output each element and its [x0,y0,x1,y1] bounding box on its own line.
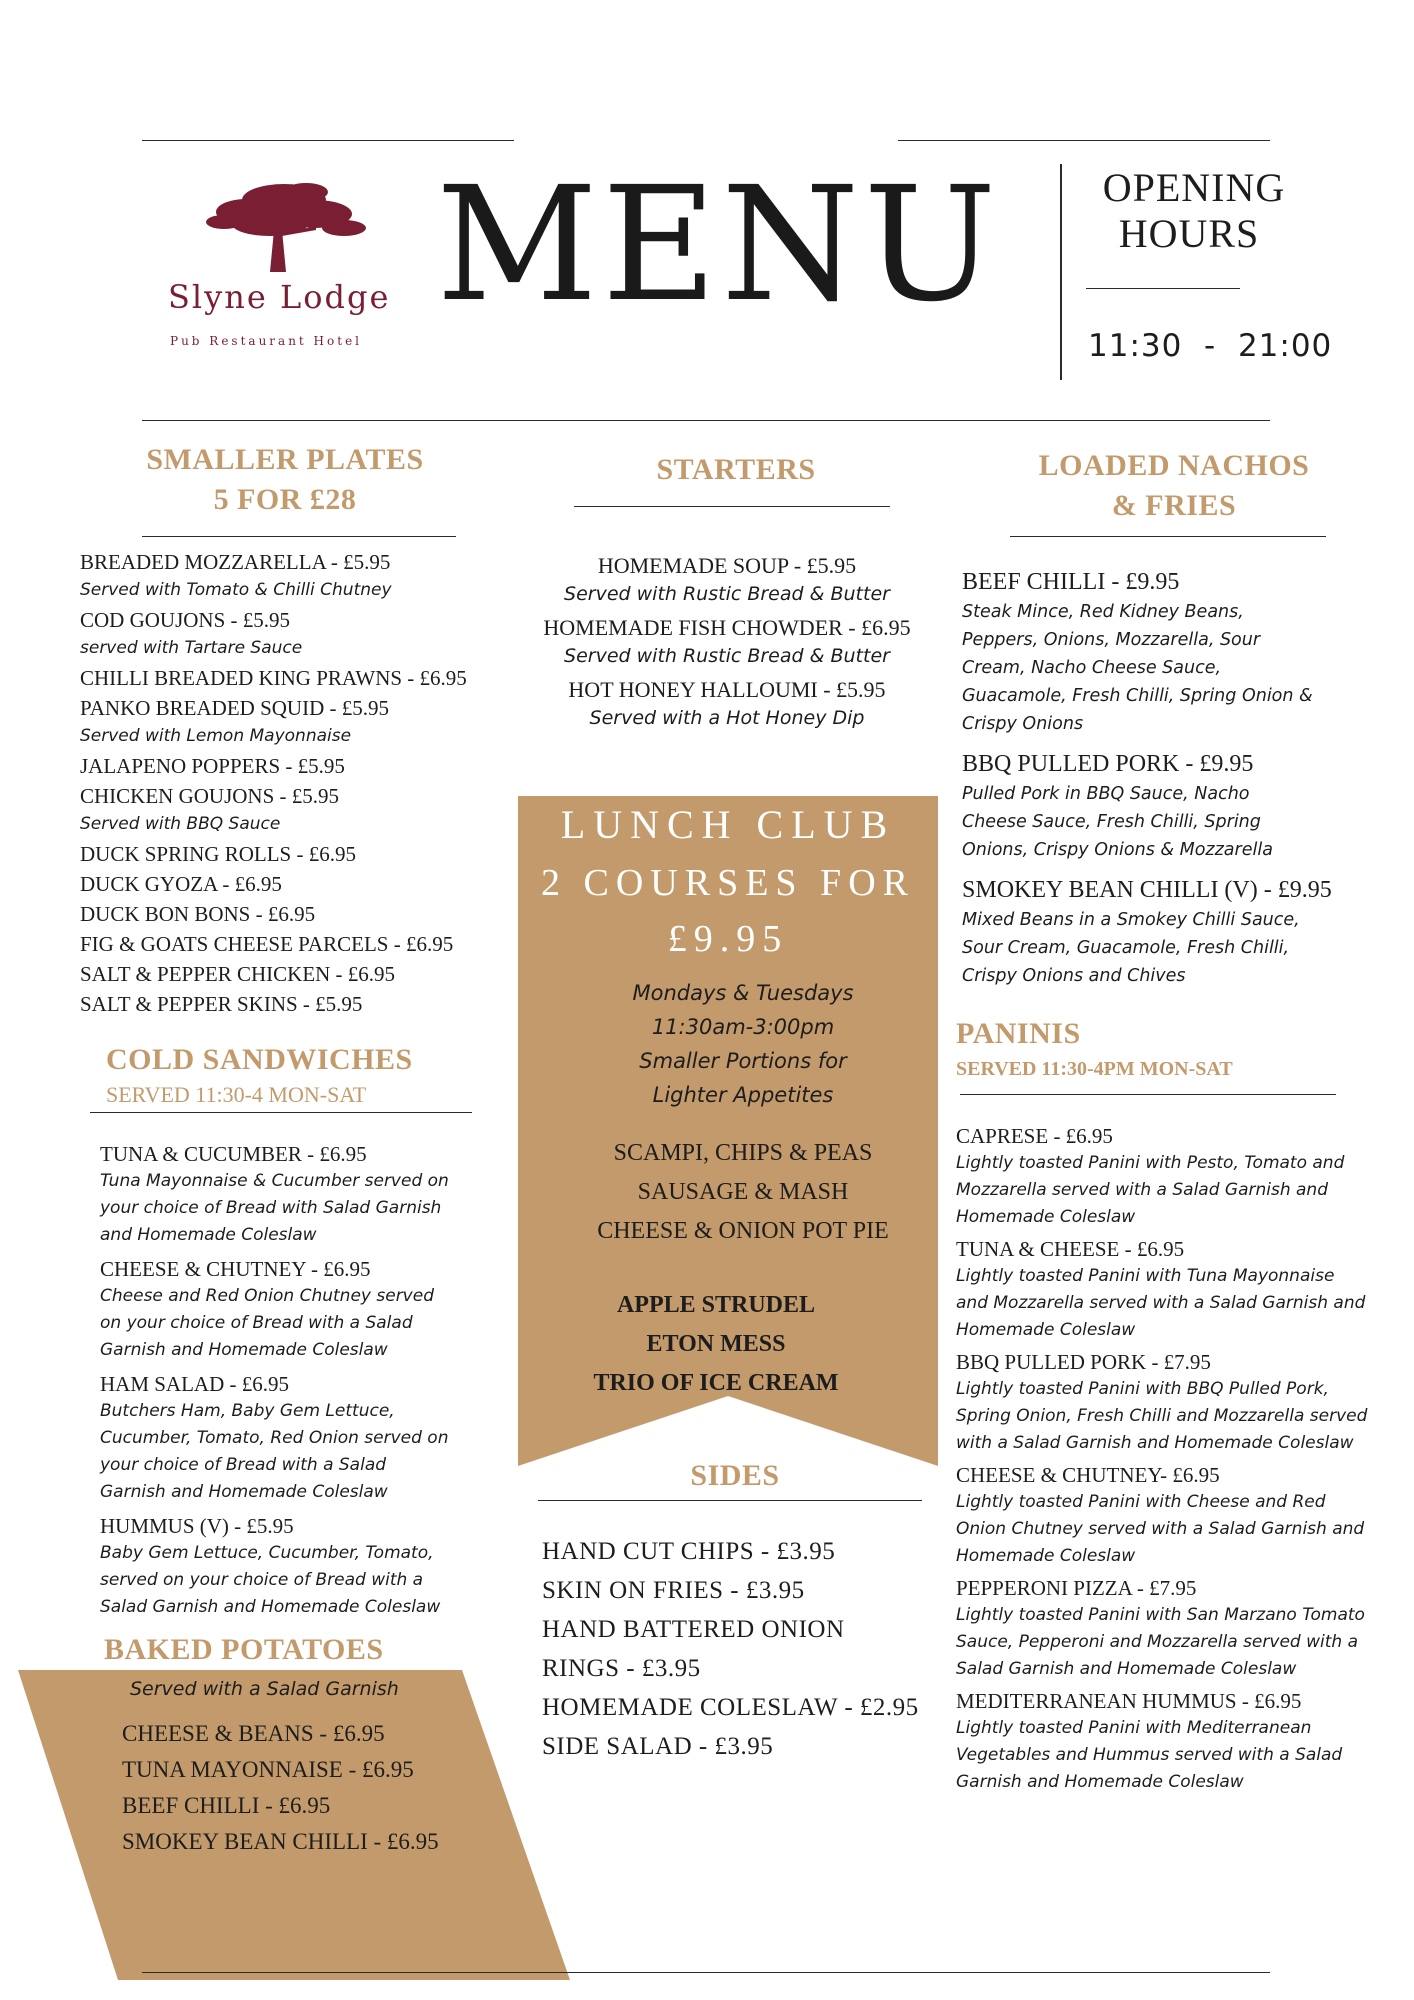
lunch-club-info-line: Smaller Portions for [639,1049,847,1073]
nachos-subtitle: & FRIES [1111,489,1237,522]
menu-item-name: CHICKEN GOUJONS - £5.95 [80,784,340,808]
menu-item-description: Cucumber, Tomato, Red Onion served on [100,1428,449,1448]
menu-item-description: Peppers, Onions, Mozzarella, Sour [962,630,1261,650]
header-rule-left [142,140,514,141]
menu-item-description: Served with Rustic Bread & Butter [564,583,890,605]
menu-item-name: FIG & GOATS CHEESE PARCELS - £6.95 [80,932,454,956]
menu-item-description: Tuna Mayonnaise & Cucumber served on [100,1171,449,1191]
side-item: SKIN ON FRIES - £3.95 [542,1577,805,1604]
lunch-club-info-line: Lighter Appetites [652,1083,834,1107]
menu-item-description: Served with Tomato & Chilli Chutney [80,580,392,600]
lunch-club-title: LUNCH CLUB [560,802,896,847]
menu-item-description: your choice of Bread with a Salad [100,1455,387,1475]
menu-item-description: Steak Mince, Red Kidney Beans, [962,602,1244,622]
nachos-list [962,566,1402,990]
smaller-plates-title: SMALLER PLATES [146,443,424,476]
menu-item-description: Sour Cream, Guacamole, Fresh Chilli, [962,938,1290,958]
side-item: HOMEMADE COLESLAW - £2.95 [542,1694,919,1721]
paninis-title: PANINIS [956,1017,1081,1050]
menu-item-description: and Mozzarella served with a Salad Garnish and [956,1293,1366,1313]
menu-item-name: SMOKEY BEAN CHILLI - £6.95 [122,1829,439,1854]
menu-item-description: Pulled Pork in BBQ Sauce, Nacho [962,784,1250,804]
menu-item-name: BREADED MOZZARELLA - £5.95 [80,550,391,574]
menu-item-description: Garnish and Homemade Coleslaw [100,1482,388,1502]
menu-item-name: HOMEMADE FISH CHOWDER - £6.95 [543,615,911,640]
menu-item-description: Guacamole, Fresh Chilli, Spring Onion & [962,686,1313,706]
menu-item-description: Crispy Onions and Chives [962,966,1186,986]
lunch-club-info-line: Mondays & Tuesdays [632,981,854,1005]
menu-item-name: JALAPENO POPPERS - £5.95 [80,754,345,778]
starters-list [510,546,944,732]
menu-item-description: Lightly toasted Panini with BBQ Pulled Pork, [956,1379,1329,1399]
menu-item-name: CHEESE & CHUTNEY- £6.95 [956,1463,1220,1487]
side-item: HAND CUT CHIPS - £3.95 [542,1538,836,1565]
menu-item-description: Homemade Coleslaw [956,1320,1136,1340]
cold-sandwiches-list [100,1134,500,1621]
menu-item-description: and Homemade Coleslaw [100,1225,317,1245]
menu-item-description: Salad Garnish and Homemade Coleslaw [956,1659,1297,1679]
nachos-title: LOADED NACHOS [1038,449,1310,482]
menu-item-description: Lightly toasted Panini with Mediterranean [956,1718,1312,1738]
menu-item-description: Mozzarella served with a Salad Garnish and [956,1180,1328,1200]
menu-item-description: Crispy Onions [962,714,1084,734]
lunch-club-main: SCAMPI, CHIPS & PEAS [613,1140,873,1166]
smaller-plates-rule [142,536,456,537]
baked-potatoes-subtitle: Served with a Salad Garnish [130,1678,399,1700]
menu-item-name: TUNA & CUCUMBER - £6.95 [100,1142,367,1166]
menu-item-name: HUMMUS (V) - £5.95 [100,1514,294,1538]
menu-item-name: BBQ PULLED PORK - £7.95 [956,1350,1211,1374]
header-rule-bottom [142,420,1270,421]
menu-item-description: Butchers Ham, Baby Gem Lettuce, [100,1401,395,1421]
menu-item-name: DUCK BON BONS - £6.95 [80,902,316,926]
sides-title: SIDES [690,1459,780,1492]
menu-item-name: HAM SALAD - £6.95 [100,1372,289,1396]
menu-item-name: DUCK GYOZA - £6.95 [80,872,282,896]
side-item: RINGS - £3.95 [542,1655,701,1682]
menu-item-name: HOT HONEY HALLOUMI - £5.95 [568,677,886,702]
lunch-club-desserts [548,1286,884,1403]
sides-list [542,1532,962,1766]
menu-item-name: CHEESE & CHUTNEY - £6.95 [100,1257,371,1281]
menu-item-name: SALT & PEPPER CHICKEN - £6.95 [80,962,396,986]
lunch-club-price: £9.95 [667,918,789,960]
menu-item-name: SALT & PEPPER SKINS - £5.95 [80,992,363,1016]
menu-item-name: BBQ PULLED PORK - £9.95 [962,751,1254,777]
menu-item-description: your choice of Bread with Salad Garnish [100,1198,442,1218]
menu-item-name: PEPPERONI PIZZA - £7.95 [956,1576,1197,1600]
menu-item-description: Onions, Crispy Onions & Mozzarella [962,840,1273,860]
logo-name: Slyne Lodge [168,278,391,316]
paninis-rule [960,1094,1336,1095]
menu-item-description: Lightly toasted Panini with Pesto, Tomato and [956,1153,1345,1173]
menu-item-name: COD GOUJONS - £5.95 [80,608,291,632]
menu-item-name: BEEF CHILLI - £9.95 [962,569,1180,595]
menu-item-description: on your choice of Bread with a Salad [100,1313,413,1333]
lunch-club-subtitle: 2 COURSES FOR [541,862,915,904]
paninis-subtitle: SERVED 11:30-4PM MON-SAT [956,1058,1233,1080]
menu-item-description: with a Salad Garnish and Homemade Coleslaw [956,1433,1354,1453]
cold-sandwiches-subtitle: SERVED 11:30-4 MON-SAT [106,1082,367,1107]
hours-heading-2: HOURS [1118,211,1260,256]
side-item: HAND BATTERED ONION [542,1616,845,1643]
lunch-club-main: SAUSAGE & MASH [637,1179,849,1205]
logo [166,170,406,360]
lunch-club-dessert: APPLE STRUDEL [616,1292,816,1318]
logo-tagline: Pub Restaurant Hotel [170,334,363,348]
menu-item-name: SMOKEY BEAN CHILLI (V) - £9.95 [962,877,1332,903]
menu-item-description: Served with Lemon Mayonnaise [80,726,352,746]
smaller-plates-subtitle: 5 FOR £28 [213,483,357,516]
menu-item-description: Served with a Hot Honey Dip [589,707,865,729]
baked-potatoes-title: BAKED POTATOES [104,1633,384,1666]
page-title: MENU [436,153,1001,337]
hours-divider [1060,164,1062,380]
starters-rule [574,506,890,507]
lunch-club-dessert: TRIO OF ICE CREAM [593,1370,839,1396]
smaller-plates-list [80,546,520,1018]
starters-title: STARTERS [656,453,816,486]
lunch-club-mains [548,1134,938,1251]
menu-item-description: Spring Onion, Fresh Chilli and Mozzarella served [956,1406,1368,1426]
sides-rule [538,1500,922,1501]
menu-item-name: CHILLI BREADED KING PRAWNS - £6.95 [80,666,467,690]
lunch-club-info-line: 11:30am-3:00pm [651,1015,835,1039]
menu-item-description: Homemade Coleslaw [956,1546,1136,1566]
menu-item-description: Lightly toasted Panini with San Marzano Tomato [956,1605,1365,1625]
menu-item-name: TUNA MAYONNAISE - £6.95 [122,1757,414,1782]
menu-item-description: Vegetables and Hummus served with a Salad [956,1745,1343,1765]
menu-item-name: MEDITERRANEAN HUMMUS - £6.95 [956,1689,1302,1713]
menu-item-description: Mixed Beans in a Smokey Chilli Sauce, [962,910,1300,930]
menu-item-name: HOMEMADE SOUP - £5.95 [597,553,857,578]
menu-item-description: Lightly toasted Panini with Tuna Mayonnaise [956,1266,1335,1286]
menu-item-description: served on your choice of Bread with a [100,1570,424,1590]
lunch-club-info [518,976,968,1112]
menu-item-description: Salad Garnish and Homemade Coleslaw [100,1597,441,1617]
menu-item-name: DUCK SPRING ROLLS - £6.95 [80,842,356,866]
menu-item-description: Sauce, Pepperoni and Mozzarella served with a [956,1632,1358,1652]
baked-potatoes-list [122,1716,502,1860]
cold-sandwiches-title: COLD SANDWICHES [106,1043,413,1076]
header-rule-right [898,140,1270,141]
menu-item-name: CAPRESE - £6.95 [956,1124,1113,1148]
nachos-rule [1010,536,1326,537]
menu-item-name: PANKO BREADED SQUID - £5.95 [80,696,389,720]
menu-item-name: TUNA & CHEESE - £6.95 [956,1237,1185,1261]
menu-item-description: served with Tartare Sauce [80,638,303,658]
side-item: SIDE SALAD - £3.95 [542,1733,774,1760]
tree-icon [166,170,406,280]
menu-item-description: Cheese and Red Onion Chutney served [100,1286,434,1306]
menu-item-description: Cream, Nacho Cheese Sauce, [962,658,1222,678]
menu-item-description: Baby Gem Lettuce, Cucumber, Tomato, [100,1543,434,1563]
menu-item-description: Served with BBQ Sauce [80,814,281,834]
hours-rule [1086,288,1240,289]
menu-item-description: Onion Chutney served with a Salad Garnish and [956,1519,1365,1539]
lunch-club-dessert: ETON MESS [646,1331,786,1357]
menu-item-description: Garnish and Homemade Coleslaw [100,1340,388,1360]
footer-rule [142,1972,1270,1973]
cold-sandwiches-rule [90,1112,472,1113]
menu-item-name: BEEF CHILLI - £6.95 [122,1793,331,1818]
paninis-list [956,1122,1412,1796]
menu-item-name: CHEESE & BEANS - £6.95 [122,1721,385,1746]
menu-item-description: Served with Rustic Bread & Butter [564,645,890,667]
hours-time: 11:30 - 21:00 [1088,328,1333,364]
menu-item-description: Cheese Sauce, Fresh Chilli, Spring [962,812,1261,832]
menu-item-description: Garnish and Homemade Coleslaw [956,1772,1244,1792]
menu-item-description: Lightly toasted Panini with Cheese and Red [956,1492,1326,1512]
lunch-club-main: CHEESE & ONION POT PIE [597,1218,889,1244]
hours-heading-1: OPENING [1102,165,1286,210]
menu-item-description: Homemade Coleslaw [956,1207,1136,1227]
